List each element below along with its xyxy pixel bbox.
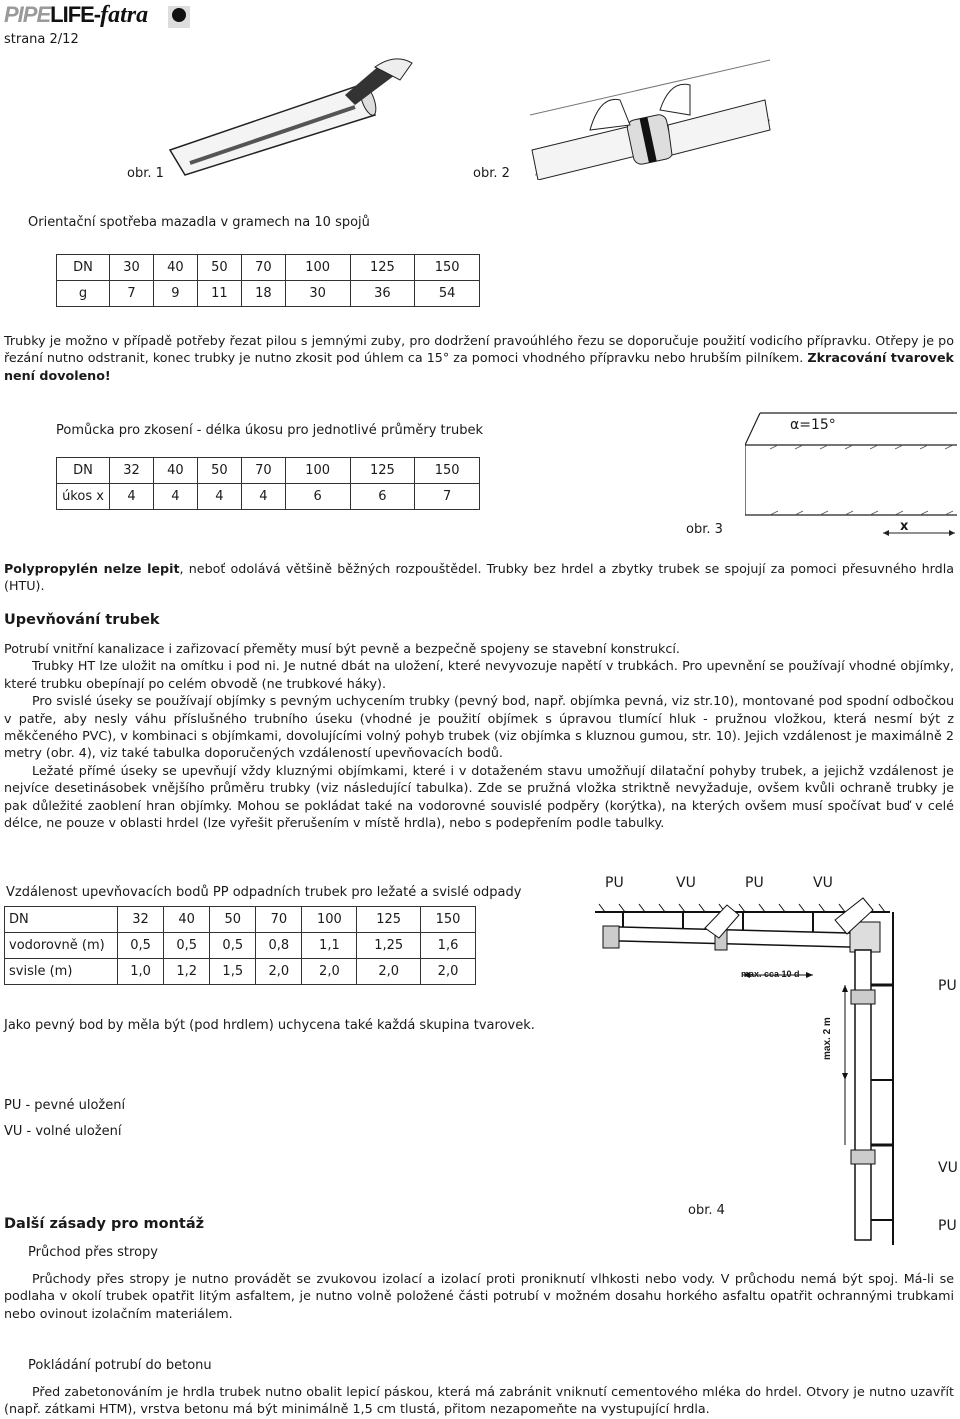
- fixing-text: [4, 640, 954, 831]
- concrete-text: Před zabetonováním je hrdla trubek nutno obalit lepicí páskou, která má zabránit vniknutí cementového mléka do hrdel. Otvory je nutno uzavřít (např. zátkami HTM), vrstva betonu má být minimálně 1,5 cm tlustá, přitom nezapomeňte na vystupující hrdla.: [4, 1384, 954, 1417]
- figure-3-caption: obr. 3: [686, 522, 723, 537]
- table-cell: 4: [197, 484, 241, 510]
- table-row: [57, 458, 480, 484]
- table-cell: DN: [57, 458, 110, 484]
- lubricant-table-title: Orientační spotřeba mazadla v gramech na 10 spojů: [28, 215, 370, 230]
- table-cell: 70: [241, 255, 285, 281]
- table-cell: úkos x: [57, 484, 110, 510]
- table-cell: 50: [210, 907, 256, 933]
- table-cell: g: [57, 281, 110, 307]
- chamfer-angle-label: α=15°: [790, 417, 836, 433]
- concrete-subheading: Pokládání potrubí do betonu: [28, 1358, 212, 1373]
- table-row: [5, 907, 476, 933]
- page-number: strana 2/12: [4, 32, 79, 47]
- table-cell: 4: [153, 484, 197, 510]
- max-horizontal-label: max. cca 10 d: [741, 969, 800, 979]
- diagram-label-pu-1: PU: [605, 875, 624, 891]
- table-cell: 1,0: [118, 959, 164, 985]
- fixed-point-note: Jako pevný bod by měla být (pod hrdlem) uchycena také každá skupina tvarovek.: [4, 1018, 535, 1033]
- table-cell: 6: [285, 484, 350, 510]
- polypropylene-paragraph: Polypropylén nelze lepit, neboť odolává většině běžných rozpouštědel. Trubky bez hrdel a zbytky trubek se spojují za pomoci přesuvného hrdla (HTU).: [4, 561, 954, 594]
- table-cell: 0,5: [118, 933, 164, 959]
- pp-bold-text: Polypropylén nelze lepit: [4, 561, 180, 576]
- chamfer-table-title: Pomůcka pro zkosení - délka úkosu pro jednotlivé průměry trubek: [56, 423, 483, 438]
- table-cell: 2,0: [256, 959, 302, 985]
- table-cell: 150: [421, 907, 476, 933]
- table-row: [57, 255, 480, 281]
- table-cell: 36: [350, 281, 415, 307]
- logo-pipe: PIPE: [4, 2, 51, 27]
- table-cell: 150: [415, 458, 480, 484]
- table-cell: 7: [415, 484, 480, 510]
- table-cell: 9: [153, 281, 197, 307]
- table-cell: 40: [153, 255, 197, 281]
- more-rules-heading: Další zásady pro montáž: [4, 1216, 205, 1232]
- table-cell: 100: [285, 255, 350, 281]
- table-cell: 1,6: [421, 933, 476, 959]
- fixing-heading: Upevňování trubek: [4, 612, 160, 628]
- diagram-label-pu-right-bottom: PU: [938, 1218, 957, 1234]
- no-shortening-warning: Zkracování tvarovek není dovoleno!: [4, 350, 954, 383]
- company-logo: [4, 2, 194, 30]
- table-row: [5, 959, 476, 985]
- table-cell: 1,1: [302, 933, 357, 959]
- table-cell: 40: [153, 458, 197, 484]
- table-cell: 50: [197, 255, 241, 281]
- table-cell: 40: [164, 907, 210, 933]
- table-cell: 125: [357, 907, 421, 933]
- table-cell: 1,5: [210, 959, 256, 985]
- table-cell: 125: [350, 458, 415, 484]
- table-cell: 4: [241, 484, 285, 510]
- cutting-paragraph: Trubky je možno v případě potřeby řezat pilou s jemnými zuby, pro dodržení pravoúhlého řezu se doporučuje použití vodicího přípravku. Otřepy je po řezání nutno odstranit, konec trubky je nutno zkosit pod úhlem ca 15° za pomoci vhodného přípravku nebo hrubším pilníkem. Zkracování tvarovek není dovoleno!: [4, 333, 954, 383]
- figure-2-caption: obr. 2: [473, 166, 510, 181]
- table-cell: 2,0: [421, 959, 476, 985]
- table-cell: 6: [350, 484, 415, 510]
- max-vertical-label: max. 2 m: [822, 1017, 833, 1060]
- fixing-paragraph-2: Trubky HT lze uložit na omítku i pod ni. Je nutné dbát na uložení, které nevyvozuje napětí v trubkách. Pro upevnění se používají vhodné objímky, které trubku obepínají po celém obvodě (ne trubkové háky).: [4, 658, 954, 691]
- table-cell: svisle (m): [5, 959, 118, 985]
- table-cell: 0,5: [164, 933, 210, 959]
- table-cell: 30: [285, 281, 350, 307]
- chamfer-table: [56, 457, 480, 510]
- fixing-paragraph-3: Pro svislé úseky se používají objímky s pevným uchycením trubky (pevný bod, např. objímka pevná, viz str.10), montované pod spodní odbočkou v patře, aby nesly váhu příslušného trubního úseku (vhodné je použití objímek s úpravou tlumící hluk - pružnou vložkou, která nesmí být z měkčeného PVC), v kombinaci s objímkami, dovolujícími volný pohyb trubek (viz objímka s kluznou gumou, str. 10). Jejich vzdálenost je maximálně 2 metry (obr. 4), viz také tabulka doporučených vzdáleností upevňovacích bodů.: [4, 693, 954, 761]
- table-cell: 0,5: [210, 933, 256, 959]
- table-cell: 70: [241, 458, 285, 484]
- table-cell: 11: [197, 281, 241, 307]
- logo-mark-icon: [168, 6, 190, 28]
- diagram-label-pu-2: PU: [745, 875, 764, 891]
- logo-fatra: fatra: [100, 2, 149, 28]
- diagram-label-vu-2: VU: [813, 875, 833, 891]
- table-cell: 1,25: [357, 933, 421, 959]
- socket-joint-illustration: [520, 55, 780, 180]
- fixing-paragraph-4: Ležaté přímé úseky se upevňují vždy kluznými objímkami, které i v dotaženém stavu umožňují dilatační pohyby trubek, a jejichž vzdálenost je nejvíce desetinásobek vnějšího průměru trubky (viz následující tabulka). Zde se pružná vložka striktně nevyžaduje, ovšem kvůli ochraně trubky je pak důležité zaoblení hran objímky. Mohou se pokládat také na vodorovné souvislé podpěry (korýtka), na kterých ovšem musí spočívat buď v celé délce, ne pouze v oblasti hrdel (lze vyřešit přerušením v místě hrdla), nebo s podepřením podle tabulky.: [4, 762, 954, 831]
- table-cell: 2,0: [357, 959, 421, 985]
- table-row: [5, 933, 476, 959]
- table-cell: 7: [110, 281, 154, 307]
- table-cell: 100: [302, 907, 357, 933]
- table-cell: 30: [110, 255, 154, 281]
- distance-table-title: Vzdálenost upevňovacích bodů PP odpadních trubek pro ležaté a svislé odpady: [6, 885, 522, 900]
- table-cell: 4: [110, 484, 154, 510]
- table-cell: 2,0: [302, 959, 357, 985]
- table-cell: DN: [57, 255, 110, 281]
- table-cell: 18: [241, 281, 285, 307]
- diagram-label-pu-right-top: PU: [938, 978, 957, 994]
- ceiling-passage-subheading: Průchod přes stropy: [28, 1245, 158, 1260]
- table-cell: 0,8: [256, 933, 302, 959]
- chamfer-diagram: [745, 405, 957, 540]
- vu-legend: VU - volné uložení: [4, 1124, 122, 1139]
- table-cell: 1,2: [164, 959, 210, 985]
- table-cell: 32: [110, 458, 154, 484]
- table-cell: DN: [5, 907, 118, 933]
- chamfer-x-label: x: [900, 519, 909, 534]
- diagram-label-vu-right: VU: [938, 1160, 958, 1176]
- pu-legend: PU - pevné uložení: [4, 1098, 126, 1113]
- cutting-illustration: [150, 55, 430, 180]
- table-cell: 150: [415, 255, 480, 281]
- table-cell: 70: [256, 907, 302, 933]
- distance-table: [4, 906, 476, 985]
- table-cell: 32: [118, 907, 164, 933]
- figure-1-caption: obr. 1: [127, 166, 164, 181]
- table-cell: 54: [415, 281, 480, 307]
- pipe-support-diagram: [595, 890, 895, 1250]
- table-cell: 100: [285, 458, 350, 484]
- lubricant-table: [56, 254, 480, 307]
- figure-4-caption: obr. 4: [688, 1203, 725, 1218]
- ceiling-passage-text: Průchody přes stropy je nutno provádět se zvukovou izolací a izolací proti proniknutí vlhkosti nebo vody. V průchodu nemá být spoj. Má-li se podlaha v okolí trubek opatřit litým asfaltem, je nutno volně položené části potrubí v možném dosahu horkého asfaltu opatřit ochrannými trubkami nebo ovinout izolačním materiálem.: [4, 1271, 954, 1321]
- table-cell: vodorovně (m): [5, 933, 118, 959]
- logo-life: LIFE-: [50, 2, 101, 27]
- table-row: [57, 281, 480, 307]
- table-cell: 50: [197, 458, 241, 484]
- diagram-label-vu-1: VU: [676, 875, 696, 891]
- table-row: [57, 484, 480, 510]
- fixing-paragraph-1: Potrubí vnitřní kanalizace i zařizovací přeměty musí být pevně a bezpečně spojeny se stavební konstrukcí.: [4, 641, 680, 656]
- table-cell: 125: [350, 255, 415, 281]
